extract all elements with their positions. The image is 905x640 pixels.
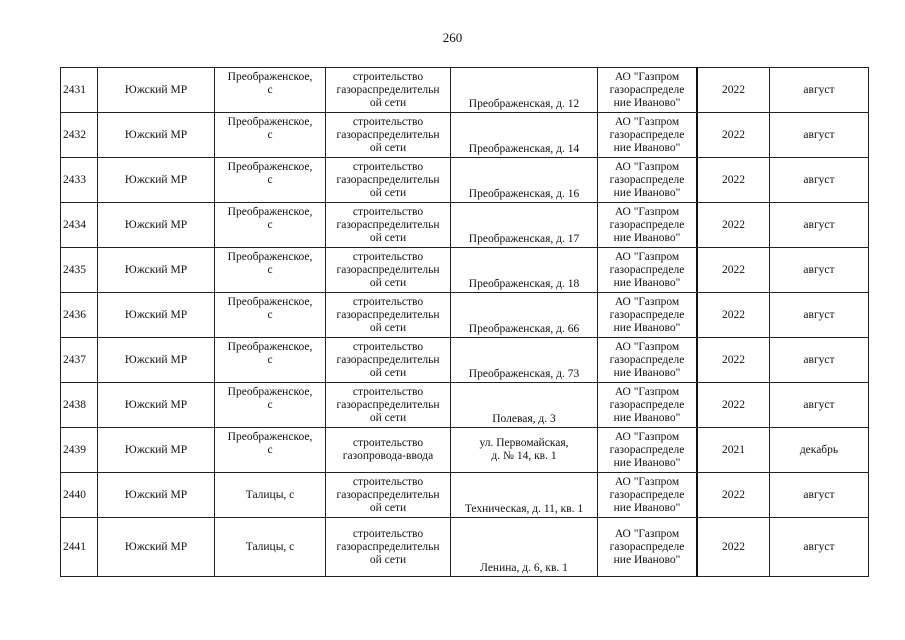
row-number-cell: 2440 xyxy=(61,473,98,518)
organization-cell xyxy=(598,158,698,203)
municipality-cell: Южский МР xyxy=(98,158,215,203)
work-type-cell xyxy=(326,383,451,428)
organization-line: газораспределе xyxy=(609,128,685,141)
settlement-line: с xyxy=(267,444,273,456)
work-type-line: ой сети xyxy=(369,276,407,289)
work-type-line: газораспределительн xyxy=(336,540,440,553)
work-type-line: ой сети xyxy=(369,553,407,566)
year-cell: 2022 xyxy=(697,68,770,113)
month-cell: август xyxy=(770,293,869,338)
month-cell: август xyxy=(770,68,869,113)
organization-line: АО "Газпром xyxy=(614,250,680,263)
organization-line: АО "Газпром xyxy=(614,70,680,83)
organization-line: газораспределе xyxy=(609,263,685,276)
organization-line: газораспределе xyxy=(609,488,685,501)
organization-line: газораспределе xyxy=(609,308,685,321)
organization-cell xyxy=(598,68,698,113)
address-cell xyxy=(451,338,598,383)
settlement-line: Преображенское, xyxy=(227,206,313,218)
settlement-line: Преображенское, xyxy=(227,161,313,173)
organization-cell xyxy=(598,473,698,518)
work-type-line: газораспределительн xyxy=(336,83,440,96)
municipality-cell: Южский МР xyxy=(98,338,215,383)
address-line: Преображенская, д. 73 xyxy=(468,368,580,380)
address-line: Техническая, д. 11, кв. 1 xyxy=(464,503,584,515)
organization-line: газораспределе xyxy=(609,353,685,366)
organization-line: ние Иваново" xyxy=(613,411,681,424)
work-type-line: строительство xyxy=(352,115,424,128)
work-type-line: ой сети xyxy=(369,141,407,154)
month-cell: август xyxy=(770,203,869,248)
settlement-line: Преображенское, xyxy=(227,71,313,83)
municipality-cell: Южский МР xyxy=(98,293,215,338)
settlement-line: с xyxy=(267,84,273,96)
year-cell: 2022 xyxy=(697,518,770,577)
work-type-line: строительство xyxy=(352,527,424,540)
month-cell: август xyxy=(770,248,869,293)
organization-line: ние Иваново" xyxy=(613,501,681,514)
address-cell xyxy=(451,158,598,203)
address-cell xyxy=(451,113,598,158)
work-type-cell xyxy=(326,113,451,158)
gasification-table xyxy=(60,67,869,577)
organization-line: газораспределе xyxy=(609,398,685,411)
address-cell xyxy=(451,428,598,473)
organization-cell xyxy=(598,428,698,473)
work-type-line: газораспределительн xyxy=(336,488,440,501)
work-type-cell xyxy=(326,203,451,248)
table-row xyxy=(61,338,869,383)
work-type-line: газопровода-ввода xyxy=(342,450,434,462)
row-number-cell: 2436 xyxy=(61,293,98,338)
address-cell xyxy=(451,68,598,113)
year-cell: 2022 xyxy=(697,113,770,158)
address-cell xyxy=(451,518,598,577)
work-type-line: ой сети xyxy=(369,321,407,334)
table-row xyxy=(61,113,869,158)
municipality-cell: Южский МР xyxy=(98,68,215,113)
organization-line: газораспределе xyxy=(609,540,685,553)
settlement-line: с xyxy=(267,399,273,411)
table-row xyxy=(61,428,869,473)
settlement-line: с xyxy=(267,264,273,276)
address-line: Преображенская, д. 18 xyxy=(468,278,580,290)
table-body xyxy=(61,68,869,577)
work-type-cell xyxy=(326,473,451,518)
work-type-line: ой сети xyxy=(369,366,407,379)
work-type-line: строительство xyxy=(352,385,424,398)
row-number-cell: 2441 xyxy=(61,518,98,577)
page-number: 260 xyxy=(442,30,463,45)
address-line: Ленина, д. 6, кв. 1 xyxy=(480,562,568,574)
work-type-line: строительство xyxy=(352,205,424,218)
work-type-cell xyxy=(326,68,451,113)
settlement-line: с xyxy=(267,354,273,366)
work-type-cell xyxy=(326,158,451,203)
organization-line: газораспределе xyxy=(609,173,685,186)
organization-line: АО "Газпром xyxy=(614,527,680,540)
settlement-cell xyxy=(215,248,326,293)
work-type-line: ой сети xyxy=(369,411,407,424)
settlement-line: с xyxy=(267,309,273,321)
settlement-cell xyxy=(215,293,326,338)
table-row xyxy=(61,248,869,293)
settlement-cell xyxy=(215,68,326,113)
address-line: д. № 14, кв. 1 xyxy=(491,450,557,462)
municipality-cell: Южский МР xyxy=(98,518,215,577)
organization-line: АО "Газпром xyxy=(614,475,680,488)
work-type-line: строительство xyxy=(352,70,424,83)
year-cell: 2022 xyxy=(697,473,770,518)
municipality-cell: Южский МР xyxy=(98,383,215,428)
year-cell: 2021 xyxy=(697,428,770,473)
settlement-cell xyxy=(215,203,326,248)
month-cell: август xyxy=(770,113,869,158)
organization-line: АО "Газпром xyxy=(614,385,680,398)
year-cell: 2022 xyxy=(697,248,770,293)
work-type-line: строительство xyxy=(352,340,424,353)
row-number-cell: 2437 xyxy=(61,338,98,383)
row-number-cell: 2434 xyxy=(61,203,98,248)
row-number-cell: 2439 xyxy=(61,428,98,473)
month-cell: декабрь xyxy=(770,428,869,473)
organization-line: ние Иваново" xyxy=(613,553,681,566)
settlement-cell xyxy=(215,428,326,473)
work-type-line: ой сети xyxy=(369,96,407,109)
settlement-cell xyxy=(215,518,326,577)
municipality-cell: Южский МР xyxy=(98,113,215,158)
address-cell xyxy=(451,473,598,518)
settlement-line: Преображенское, xyxy=(227,251,313,263)
month-cell: август xyxy=(770,383,869,428)
organization-line: ние Иваново" xyxy=(613,96,681,109)
municipality-cell: Южский МР xyxy=(98,473,215,518)
settlement-line: Преображенское, xyxy=(227,116,313,128)
organization-line: ние Иваново" xyxy=(613,456,681,469)
work-type-line: газораспределительн xyxy=(336,128,440,141)
work-type-line: строительство xyxy=(352,437,424,449)
address-cell xyxy=(451,203,598,248)
municipality-cell: Южский МР xyxy=(98,428,215,473)
table-row xyxy=(61,293,869,338)
organization-cell xyxy=(598,383,698,428)
work-type-line: газораспределительн xyxy=(336,398,440,411)
address-line: ул. Первомайская, xyxy=(479,437,569,449)
organization-cell xyxy=(598,518,698,577)
address-cell xyxy=(451,383,598,428)
organization-line: АО "Газпром xyxy=(614,340,680,353)
municipality-cell: Южский МР xyxy=(98,248,215,293)
settlement-line: с xyxy=(267,129,273,141)
organization-line: ние Иваново" xyxy=(613,141,681,154)
work-type-line: газораспределительн xyxy=(336,218,440,231)
table-row xyxy=(61,383,869,428)
settlement-line: Преображенское, xyxy=(227,431,313,443)
organization-line: ние Иваново" xyxy=(613,231,681,244)
work-type-cell xyxy=(326,338,451,383)
work-type-line: строительство xyxy=(352,295,424,308)
address-line: Преображенская, д. 14 xyxy=(468,143,580,155)
settlement-line: с xyxy=(267,219,273,231)
address-line: Преображенская, д. 12 xyxy=(468,98,580,110)
table-row xyxy=(61,518,869,577)
row-number-cell: 2432 xyxy=(61,113,98,158)
organization-line: ние Иваново" xyxy=(613,366,681,379)
address-line: Преображенская, д. 16 xyxy=(468,188,580,200)
work-type-cell xyxy=(326,518,451,577)
organization-line: газораспределе xyxy=(609,218,685,231)
settlement-line: Преображенское, xyxy=(227,296,313,308)
organization-line: АО "Газпром xyxy=(614,205,680,218)
organization-cell xyxy=(598,293,698,338)
address-cell xyxy=(451,248,598,293)
work-type-line: строительство xyxy=(352,250,424,263)
work-type-line: газораспределительн xyxy=(336,308,440,321)
row-number-cell: 2431 xyxy=(61,68,98,113)
organization-line: АО "Газпром xyxy=(614,115,680,128)
work-type-cell xyxy=(326,248,451,293)
work-type-line: ой сети xyxy=(369,231,407,244)
year-cell: 2022 xyxy=(697,338,770,383)
table-row xyxy=(61,203,869,248)
year-cell: 2022 xyxy=(697,158,770,203)
settlement-line: Преображенское, xyxy=(227,386,313,398)
month-cell: август xyxy=(770,158,869,203)
organization-line: ние Иваново" xyxy=(613,321,681,334)
work-type-line: строительство xyxy=(352,475,424,488)
organization-line: ние Иваново" xyxy=(613,276,681,289)
work-type-line: газораспределительн xyxy=(336,353,440,366)
work-type-line: ой сети xyxy=(369,501,407,514)
work-type-cell xyxy=(326,293,451,338)
address-line: Преображенская, д. 66 xyxy=(468,323,580,335)
settlement-cell xyxy=(215,158,326,203)
organization-cell xyxy=(598,338,698,383)
municipality-cell: Южский МР xyxy=(98,203,215,248)
year-cell: 2022 xyxy=(697,203,770,248)
work-type-line: газораспределительн xyxy=(336,263,440,276)
settlement-line: с xyxy=(267,174,273,186)
organization-cell xyxy=(598,113,698,158)
settlement-cell xyxy=(215,113,326,158)
table-row xyxy=(61,158,869,203)
settlement-line: Талицы, с xyxy=(245,540,295,553)
settlement-line: Талицы, с xyxy=(245,488,295,501)
settlement-cell xyxy=(215,338,326,383)
row-number-cell: 2435 xyxy=(61,248,98,293)
organization-cell xyxy=(598,248,698,293)
work-type-cell xyxy=(326,428,451,473)
organization-line: АО "Газпром xyxy=(614,295,680,308)
organization-cell xyxy=(598,203,698,248)
work-type-line: ой сети xyxy=(369,186,407,199)
address-line: Полевая, д. 3 xyxy=(492,413,556,425)
organization-line: АО "Газпром xyxy=(614,430,680,443)
work-type-line: газораспределительн xyxy=(336,173,440,186)
address-cell xyxy=(451,293,598,338)
settlement-line: Преображенское, xyxy=(227,341,313,353)
organization-line: АО "Газпром xyxy=(614,160,680,173)
work-type-line: строительство xyxy=(352,160,424,173)
address-line: Преображенская, д. 17 xyxy=(468,233,580,245)
row-number-cell: 2433 xyxy=(61,158,98,203)
year-cell: 2022 xyxy=(697,383,770,428)
table-row xyxy=(61,473,869,518)
organization-line: газораспределе xyxy=(609,443,685,456)
month-cell: август xyxy=(770,338,869,383)
month-cell: август xyxy=(770,473,869,518)
organization-line: газораспределе xyxy=(609,83,685,96)
year-cell: 2022 xyxy=(697,293,770,338)
row-number-cell: 2438 xyxy=(61,383,98,428)
organization-line: ние Иваново" xyxy=(613,186,681,199)
settlement-cell xyxy=(215,473,326,518)
month-cell: август xyxy=(770,518,869,577)
settlement-cell xyxy=(215,383,326,428)
table-row xyxy=(61,68,869,113)
